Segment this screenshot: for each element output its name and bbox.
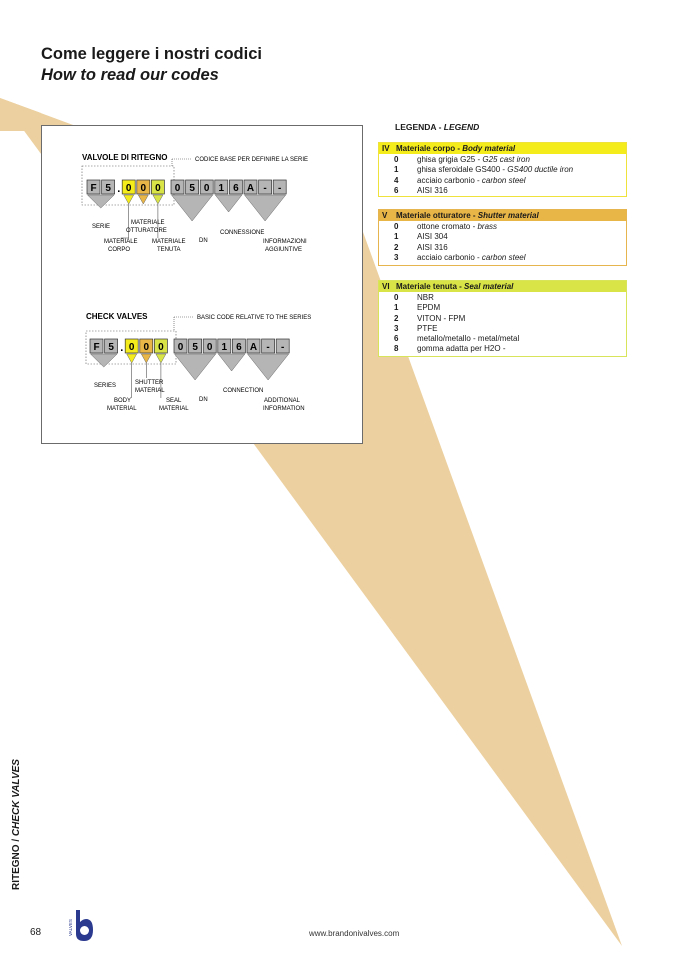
code-char: 0	[203, 183, 210, 194]
title-italian: Come leggere i nostri codici	[41, 45, 262, 63]
code-char: F	[93, 342, 100, 353]
code-char: 0	[177, 342, 184, 353]
code-char: -	[263, 183, 267, 194]
legend-row: 1 EPDM	[394, 303, 441, 313]
legend-row: 6 AISI 316	[394, 185, 448, 195]
diagram-it-base-note: CODICE BASE PER DEFINIRE LA SERIE	[195, 157, 309, 163]
legend-row: 3 PTFE	[394, 323, 438, 333]
label-info-2-en: INFORMATION	[263, 406, 305, 412]
code-diagram-box	[41, 125, 363, 444]
code-dot: .	[120, 342, 124, 354]
legend-row: 0 ghisa grigia G25 - G25 cast iron	[394, 155, 530, 164]
code-char: 6	[233, 183, 239, 194]
material-pointer	[156, 354, 166, 363]
code-char: 0	[158, 342, 164, 353]
label-serie: SERIE	[92, 224, 111, 230]
legend-row: 6 metallo/metallo - metal/metal	[394, 334, 520, 344]
code-char: F	[90, 183, 97, 194]
brandoni-logo-icon	[67, 910, 95, 942]
label-mat-ott-1: MATERIALE	[131, 220, 165, 226]
series-pointer	[91, 354, 118, 367]
legend-head-body: IV Materiale corpo - Body material	[379, 143, 626, 154]
material-pointer	[138, 195, 148, 204]
code-diagram	[42, 126, 364, 445]
dn-pointer	[172, 195, 213, 221]
material-pointer	[141, 354, 151, 363]
code-char: 1	[221, 342, 228, 353]
code-char: -	[278, 183, 282, 194]
legend-row: 2 AISI 316	[394, 242, 448, 252]
legend-row: 8 gomma adatta per H2O -	[394, 344, 506, 354]
legend-row: 0 NBR	[394, 293, 434, 302]
legend-row: 2 VITON - FPM	[394, 313, 466, 323]
material-pointer	[124, 195, 134, 204]
legend-block-seal	[378, 280, 627, 357]
info-pointer	[245, 195, 286, 221]
legend-title: LEGENDA - LEGEND	[395, 122, 480, 132]
label-mat-corpo-2: CORPO	[108, 247, 131, 253]
code-char: 0	[155, 183, 161, 194]
label-body-1: BODY	[114, 398, 132, 404]
website-url: www.brandonivalves.com	[309, 929, 400, 938]
label-info-2-it: AGGIUNTIVE	[265, 247, 303, 253]
label-mat-ott-2: OTTURATORE	[126, 228, 167, 234]
label-connessione: CONNESSIONE	[220, 230, 265, 236]
code-dot: .	[117, 183, 121, 195]
label-connection: CONNECTION	[223, 388, 264, 394]
code-char: A	[246, 183, 255, 194]
legend-row: 4 acciaio carbonio - carbon steel	[394, 175, 526, 185]
code-char: 5	[192, 342, 198, 353]
code-char: 6	[236, 342, 242, 353]
diagram-en-heading: CHECK VALVES	[86, 312, 148, 321]
label-info-1-it: INFORMAZIONI	[263, 239, 307, 245]
code-char: 5	[108, 342, 114, 353]
diagram-en-base-note: BASIC CODE RELATIVE TO THE SERIES	[197, 315, 312, 321]
label-dn-en: DN	[199, 397, 208, 403]
material-pointer	[153, 195, 163, 204]
code-char: -	[266, 342, 270, 353]
side-section-label: RITEGNO / CHECK VALVES	[11, 759, 22, 890]
code-char: 0	[125, 183, 132, 194]
legend-head-shutter: V Materiale otturatore - Shutter material	[379, 210, 626, 221]
diagram-it-heading: VALVOLE DI RITEGNO	[82, 153, 168, 162]
title-english: How to read our codes	[41, 66, 219, 84]
code-char: 1	[218, 183, 225, 194]
code-char: 5	[105, 183, 111, 194]
page-number: 68	[30, 927, 42, 938]
label-seal-2: MATERIAL	[159, 406, 189, 412]
legend-head-seal: VI Materiale tenuta - Seal material	[379, 281, 626, 292]
label-mat-corpo-1: MATERIALE	[104, 239, 138, 245]
label-body-2: MATERIAL	[107, 406, 137, 412]
series-pointer	[88, 195, 115, 208]
legend-row: 1 ghisa sferoidale GS400 - GS400 ductile iron	[394, 165, 574, 175]
legend-row: 0 ottone cromato - brass	[394, 222, 498, 231]
legend-row: 1 AISI 304	[394, 232, 448, 242]
logo-text: VALVES	[68, 919, 73, 936]
code-char: 5	[189, 183, 195, 194]
dn-pointer	[175, 354, 216, 380]
page-title	[41, 44, 262, 86]
label-series: SERIES	[94, 383, 117, 389]
connection-pointer	[215, 195, 242, 212]
label-mat-ten-2: TENUTA	[157, 247, 181, 253]
legend-block-shutter	[378, 209, 627, 266]
code-char: 0	[206, 342, 213, 353]
info-pointer	[248, 354, 289, 380]
material-pointer	[127, 354, 137, 363]
label-shutter-2: MATERIAL	[135, 388, 165, 394]
legend-block-body	[378, 142, 627, 197]
legend-row: 3 acciaio carbonio - carbon steel	[394, 252, 526, 262]
code-char: 0	[140, 183, 147, 194]
code-char: -	[281, 342, 285, 353]
label-dn-it: DN	[199, 238, 208, 244]
code-char: 0	[143, 342, 150, 353]
label-info-1-en: ADDITIONAL	[264, 398, 301, 404]
code-char: 0	[174, 183, 181, 194]
connection-pointer	[218, 354, 245, 371]
label-seal-1: SEAL	[166, 398, 182, 404]
code-char: 0	[128, 342, 135, 353]
label-shutter-1: SHUTTER	[135, 380, 164, 386]
code-char: A	[249, 342, 258, 353]
label-mat-ten-1: MATERIALE	[152, 239, 186, 245]
